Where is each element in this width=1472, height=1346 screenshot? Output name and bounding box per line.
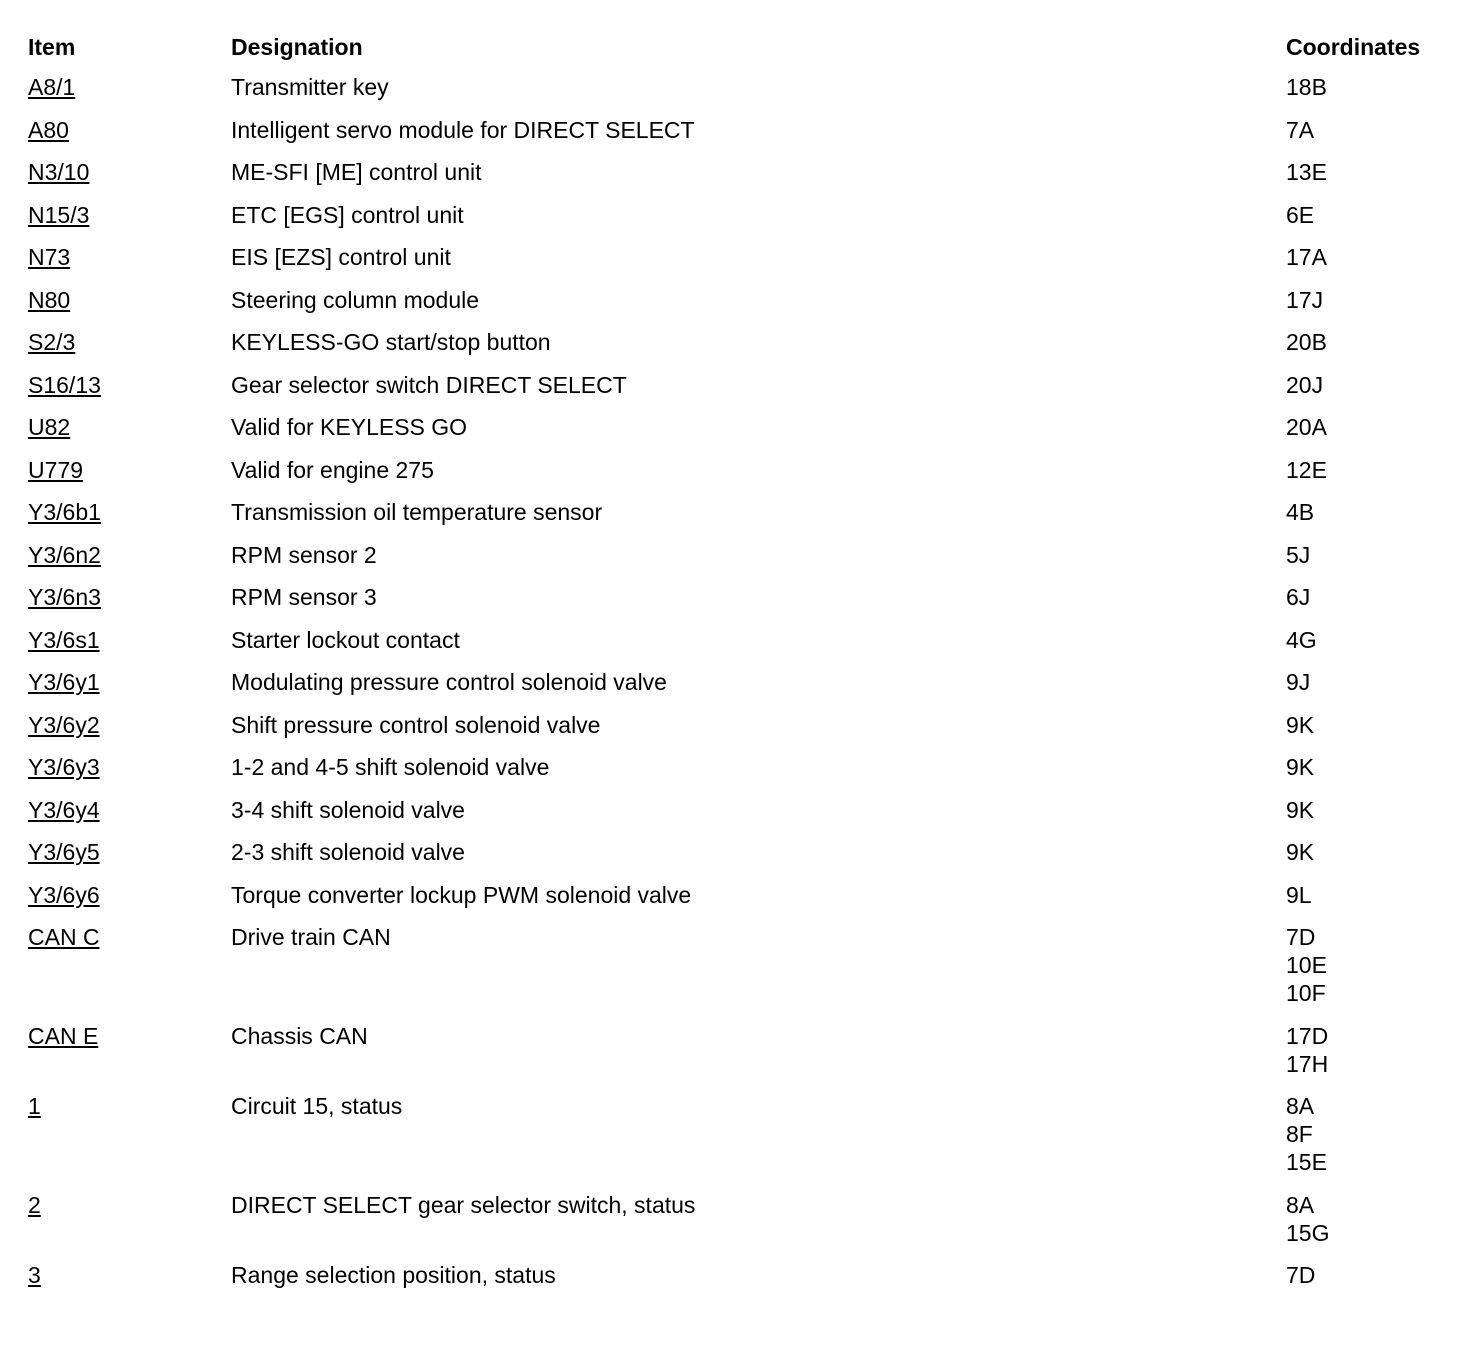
item-cell — [28, 881, 231, 909]
table-row — [28, 413, 1448, 456]
item-cell — [28, 73, 231, 101]
coordinate-value: 5J — [1286, 541, 1311, 568]
designation-cell: Valid for KEYLESS GO — [231, 414, 468, 440]
coordinate-value: 8A — [1286, 1093, 1315, 1119]
item-link[interactable]: CAN E — [28, 1022, 99, 1049]
coordinate-value: 20B — [1286, 329, 1327, 355]
item-cell — [28, 1191, 231, 1219]
item-link[interactable]: Y3/6y6 — [28, 881, 100, 908]
table-row — [28, 1191, 1448, 1262]
item-link[interactable]: 1 — [28, 1093, 41, 1119]
coordinate-value: 17H — [1286, 1050, 1329, 1077]
coordinate-value: 9L — [1286, 881, 1312, 908]
coordinate-value: 4B — [1286, 499, 1315, 525]
designation-cell: Torque converter lockup PWM solenoid valve — [231, 881, 692, 908]
table-row — [28, 158, 1448, 201]
coordinates-cell — [1286, 753, 1448, 781]
table-row — [28, 328, 1448, 371]
coordinate-value: 7A — [1286, 116, 1315, 143]
coordinates-cell — [1286, 371, 1448, 399]
item-cell — [28, 201, 231, 229]
item-link[interactable]: N3/10 — [28, 159, 90, 185]
item-link[interactable]: Y3/6y5 — [28, 839, 100, 865]
coordinates-cell — [1286, 1191, 1448, 1247]
coordinate-value: 10F — [1286, 980, 1326, 1006]
designation-cell: Valid for engine 275 — [231, 456, 434, 483]
table-row — [28, 116, 1448, 159]
coordinates-cell — [1286, 1092, 1448, 1176]
designation-cell: Intelligent servo module for DIRECT SELECT — [231, 116, 695, 143]
table-row — [28, 626, 1448, 669]
coordinates-cell — [1286, 711, 1448, 739]
item-cell — [28, 541, 231, 569]
table-body — [28, 73, 1448, 1304]
designation-cell: Transmitter key — [231, 74, 389, 100]
item-cell — [28, 796, 231, 824]
item-link[interactable]: Y3/6b1 — [28, 499, 101, 525]
item-link[interactable]: U779 — [28, 456, 83, 483]
designation-cell: Steering column module — [231, 286, 480, 313]
coordinates-cell — [1286, 1261, 1448, 1289]
coordinate-value: 17J — [1286, 286, 1324, 313]
table-row — [28, 498, 1448, 541]
table-row — [28, 371, 1448, 414]
coordinate-value: 8F — [1286, 1121, 1313, 1147]
item-link[interactable]: N73 — [28, 244, 71, 270]
table-row — [28, 923, 1448, 1022]
item-cell — [28, 668, 231, 696]
designation-cell: EIS [EZS] control unit — [231, 244, 451, 270]
item-link[interactable]: U82 — [28, 414, 71, 440]
coordinates-cell — [1286, 116, 1448, 144]
designation-cell: RPM sensor 2 — [231, 541, 377, 568]
designation-cell: RPM sensor 3 — [231, 584, 377, 610]
coordinate-value: 9K — [1286, 711, 1315, 738]
coordinates-cell — [1286, 923, 1448, 1007]
table-row — [28, 753, 1448, 796]
item-cell — [28, 498, 231, 526]
item-cell — [28, 158, 231, 186]
coordinates-cell — [1286, 541, 1448, 569]
item-link[interactable]: Y3/6y3 — [28, 754, 100, 780]
coordinate-value: 6J — [1286, 584, 1311, 610]
table-row — [28, 243, 1448, 286]
coordinate-value: 6E — [1286, 201, 1315, 228]
coordinate-value: 17D — [1286, 1022, 1329, 1049]
coordinates-cell — [1286, 1022, 1448, 1078]
coordinate-value: 9K — [1286, 839, 1315, 865]
item-cell — [28, 116, 231, 144]
item-cell — [28, 753, 231, 781]
coordinate-value: 7D — [1286, 924, 1316, 950]
coordinate-value: 10E — [1286, 952, 1327, 978]
designation-cell: 2-3 shift solenoid valve — [231, 839, 465, 865]
item-cell — [28, 413, 231, 441]
coordinate-value: 9K — [1286, 754, 1315, 780]
designation-cell: Chassis CAN — [231, 1022, 368, 1049]
designation-cell: Starter lockout contact — [231, 626, 460, 653]
coordinate-value: 9J — [1286, 669, 1311, 695]
table-row — [28, 73, 1448, 116]
header-coordinates: Coordinates — [1286, 34, 1421, 60]
coordinates-cell — [1286, 328, 1448, 356]
item-cell — [28, 838, 231, 866]
designation-cell: Gear selector switch DIRECT SELECT — [231, 371, 627, 398]
item-cell — [28, 286, 231, 314]
coordinates-cell — [1286, 201, 1448, 229]
table-row — [28, 1022, 1448, 1093]
coordinate-value: 13E — [1286, 159, 1327, 185]
item-cell — [28, 1092, 231, 1120]
table-row — [28, 796, 1448, 839]
item-link[interactable]: N15/3 — [28, 201, 90, 228]
coordinate-value: 12E — [1286, 456, 1327, 483]
item-link[interactable]: Y3/6n3 — [28, 584, 101, 610]
table-row — [28, 881, 1448, 924]
coordinate-value: 17A — [1286, 244, 1327, 270]
item-link[interactable]: 2 — [28, 1191, 41, 1218]
item-link[interactable]: CAN C — [28, 924, 100, 950]
item-cell — [28, 626, 231, 654]
item-cell — [28, 583, 231, 611]
item-link[interactable]: Y3/6y2 — [28, 711, 100, 738]
item-cell — [28, 711, 231, 739]
item-cell — [28, 1261, 231, 1289]
item-link[interactable]: S2/3 — [28, 329, 76, 355]
coordinate-value: 8A — [1286, 1191, 1315, 1218]
coordinates-cell — [1286, 413, 1448, 441]
designation-cell: ME-SFI [ME] control unit — [231, 159, 482, 185]
item-link[interactable]: A8/1 — [28, 74, 76, 100]
coordinates-cell — [1286, 286, 1448, 314]
item-link[interactable]: Y3/6y4 — [28, 796, 100, 823]
designation-cell: Range selection position, status — [231, 1262, 556, 1288]
designation-cell: 1-2 and 4-5 shift solenoid valve — [231, 754, 550, 780]
item-cell — [28, 371, 231, 399]
item-cell — [28, 1022, 231, 1050]
table-row — [28, 668, 1448, 711]
item-cell — [28, 328, 231, 356]
coordinates-cell — [1286, 243, 1448, 271]
coordinates-cell — [1286, 498, 1448, 526]
item-link[interactable]: Y3/6n2 — [28, 541, 101, 568]
designation-cell: Drive train CAN — [231, 924, 391, 950]
legend-table — [28, 30, 1448, 1304]
table-row — [28, 541, 1448, 584]
coordinates-cell — [1286, 73, 1448, 101]
coordinate-value: 18B — [1286, 74, 1327, 100]
coordinate-value: 15G — [1286, 1219, 1330, 1246]
designation-cell: DIRECT SELECT gear selector switch, status — [231, 1191, 696, 1218]
coordinate-value: 15E — [1286, 1149, 1327, 1175]
table-row — [28, 838, 1448, 881]
coordinates-cell — [1286, 668, 1448, 696]
designation-cell: Transmission oil temperature sensor — [231, 499, 603, 525]
coordinates-cell — [1286, 626, 1448, 654]
header-item: Item — [28, 34, 76, 60]
coordinates-cell — [1286, 796, 1448, 824]
coordinate-value: 7D — [1286, 1262, 1316, 1288]
coordinates-cell — [1286, 456, 1448, 484]
item-link[interactable]: Y3/6s1 — [28, 626, 100, 653]
designation-cell: Shift pressure control solenoid valve — [231, 711, 601, 738]
table-row — [28, 201, 1448, 244]
table-row — [28, 286, 1448, 329]
header-designation: Designation — [231, 34, 363, 60]
designation-cell: 3-4 shift solenoid valve — [231, 796, 465, 823]
item-cell — [28, 923, 231, 951]
coordinates-cell — [1286, 881, 1448, 909]
designation-cell: Circuit 15, status — [231, 1093, 403, 1119]
item-link[interactable]: 3 — [28, 1262, 41, 1288]
item-cell — [28, 243, 231, 271]
header-row — [28, 30, 1448, 73]
table-row — [28, 1092, 1448, 1191]
table-row — [28, 456, 1448, 499]
coordinates-cell — [1286, 583, 1448, 611]
coordinate-value: 20A — [1286, 414, 1327, 440]
item-cell — [28, 456, 231, 484]
coordinate-value: 9K — [1286, 796, 1315, 823]
item-link[interactable]: A80 — [28, 116, 69, 143]
table-row — [28, 583, 1448, 626]
coordinate-value: 20J — [1286, 371, 1324, 398]
coordinate-value: 4G — [1286, 626, 1317, 653]
designation-cell: Modulating pressure control solenoid valve — [231, 669, 667, 695]
table-row — [28, 711, 1448, 754]
coordinates-cell — [1286, 158, 1448, 186]
item-link[interactable]: S16/13 — [28, 371, 101, 398]
designation-cell: ETC [EGS] control unit — [231, 201, 464, 228]
coordinates-cell — [1286, 838, 1448, 866]
table-row — [28, 1261, 1448, 1304]
item-link[interactable]: Y3/6y1 — [28, 669, 100, 695]
designation-cell: KEYLESS-GO start/stop button — [231, 329, 551, 355]
item-link[interactable]: N80 — [28, 286, 71, 313]
